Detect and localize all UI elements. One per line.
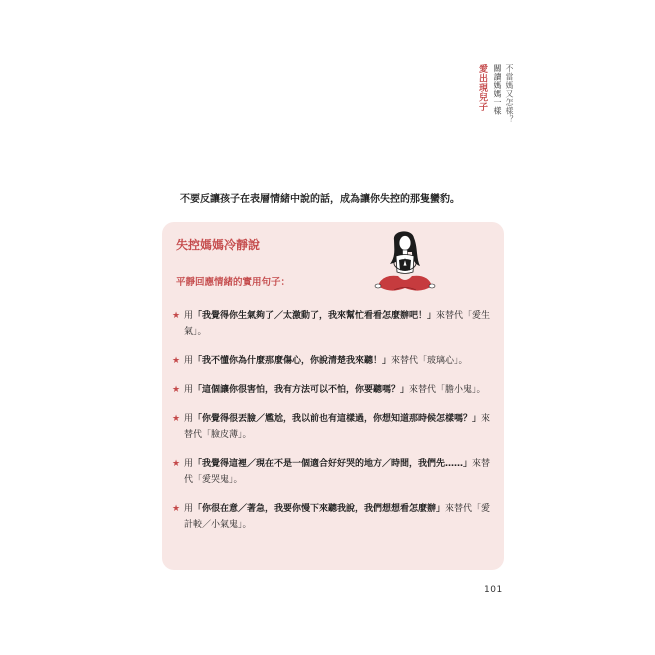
tip-box [162, 222, 504, 570]
list-item: ★ 用「這個讓你很害怕，我有方法可以不怕，你要聽嗎？」來替代「膽小鬼」。 [172, 382, 498, 398]
star-icon: ★ [172, 459, 181, 469]
list-item: ★ 用「我覺得這裡／現在不是一個適合好好哭的地方／時間，我們先……」來替代「愛哭鬼」。 [172, 456, 498, 488]
tip-box-title: 失控媽媽冷靜說 [176, 238, 261, 252]
list-item: ★ 用「你很在意／著急，我要你慢下來聽我說，我們想想看怎麼辦」來替代「愛計較／小氣鬼」。 [172, 501, 498, 533]
page-number: 101 [484, 585, 503, 595]
list-item: ★ 用「我覺得你生氣夠了／太激動了，我來幫忙看看怎麼辦吧！」來替代「愛生氣」。 [172, 308, 498, 340]
star-icon: ★ [172, 385, 181, 395]
running-header-line2: 關讀媽媽一樣 [493, 64, 502, 115]
intro-sentence: 不要反讓孩子在表層情緒中說的話，成為讓你失控的那隻蠻豹。 [180, 194, 460, 205]
phrase-list [172, 308, 498, 546]
running-header-title: 愛出現兒子 [477, 64, 487, 112]
list-item: ★ 用「你覺得很丟臉／尷尬，我以前也有這樣過，你想知道那時候怎樣嗎？」來替代「臉皮薄」。 [172, 411, 498, 443]
list-item: ★ 用「我不懂你為什麼那麼傷心，你說清楚我來聽！」來替代「玻璃心」。 [172, 353, 498, 369]
star-icon: ★ [172, 356, 181, 366]
meditating-woman-illustration [368, 228, 442, 300]
tip-box-subtitle: 平靜回應情緒的實用句子： [176, 277, 291, 288]
star-icon: ★ [172, 414, 181, 424]
star-icon: ★ [172, 504, 181, 514]
running-header-line1: 不當媽又怎樣？ [505, 64, 514, 124]
star-icon: ★ [172, 311, 181, 321]
